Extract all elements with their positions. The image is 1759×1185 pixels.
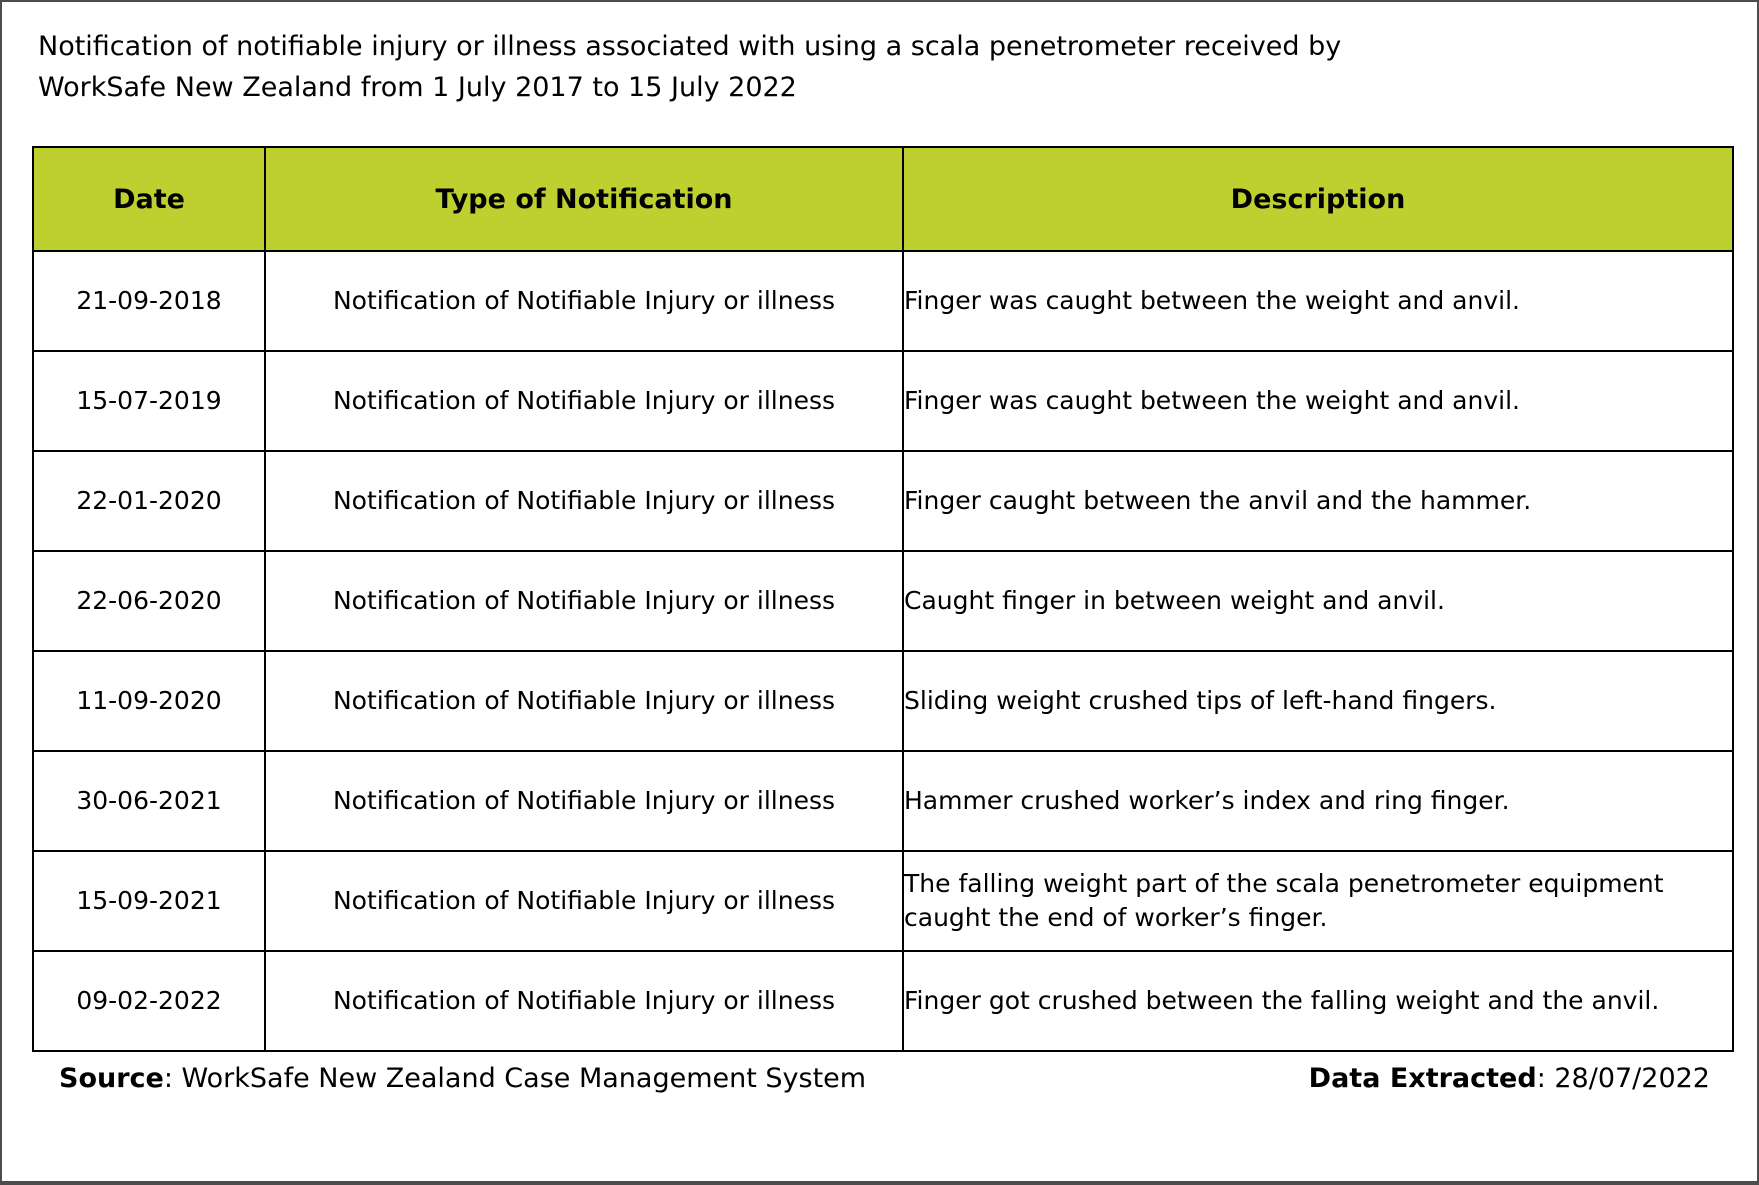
notifications-table [32,146,1734,1052]
table-row [33,251,1733,351]
column-header-description: Description [903,147,1733,251]
title-line-1: Notification of notifiable injury or illness associated with using a scala penetrometer received by [38,31,1342,62]
type-cell: Notification of Notifiable Injury or illness [265,451,903,551]
type-cell: Notification of Notifiable Injury or illness [265,551,903,651]
table-row [33,651,1733,751]
date-cell: 15-09-2021 [33,851,265,951]
data-extracted-label: Data Extracted [1308,1063,1537,1094]
description-cell: Sliding weight crushed tips of left-hand fingers. [903,651,1733,751]
description-cell: Hammer crushed worker’s index and ring finger. [903,751,1733,851]
table-row [33,951,1733,1051]
data-extracted-value: : 28/07/2022 [1536,1063,1710,1094]
date-cell: 22-06-2020 [33,551,265,651]
description-cell: Finger got crushed between the falling weight and the anvil. [903,951,1733,1051]
type-cell: Notification of Notifiable Injury or illness [265,651,903,751]
date-cell: 15-07-2019 [33,351,265,451]
description-cell: Caught finger in between weight and anvil. [903,551,1733,651]
description-cell: Finger was caught between the weight and anvil. [903,251,1733,351]
column-header-date: Date [33,147,265,251]
table-row [33,551,1733,651]
table-row [33,451,1733,551]
type-cell: Notification of Notifiable Injury or illness [265,851,903,951]
date-cell: 30-06-2021 [33,751,265,851]
type-cell: Notification of Notifiable Injury or illness [265,351,903,451]
footer [59,1062,1710,1096]
date-cell: 22-01-2020 [33,451,265,551]
table-row [33,851,1733,951]
date-cell: 09-02-2022 [33,951,265,1051]
type-cell: Notification of Notifiable Injury or illness [265,251,903,351]
description-cell: Finger caught between the anvil and the hammer. [903,451,1733,551]
data-extracted-note [1309,1062,1710,1096]
date-cell: 21-09-2018 [33,251,265,351]
source-value: : WorkSafe New Zealand Case Management System [163,1063,867,1094]
type-cell: Notification of Notifiable Injury or illness [265,951,903,1051]
description-cell: The falling weight part of the scala penetrometer equipment caught the end of worker’s finger. [903,851,1733,951]
source-note [59,1062,866,1096]
table-row [33,351,1733,451]
header-row [33,147,1733,251]
page-title [38,26,1518,108]
type-cell: Notification of Notifiable Injury or illness [265,751,903,851]
description-cell: Finger was caught between the weight and anvil. [903,351,1733,451]
table-row [33,751,1733,851]
column-header-type: Type of Notification [265,147,903,251]
source-label: Source [59,1063,164,1094]
title-line-2: WorkSafe New Zealand from 1 July 2017 to 15 July 2022 [38,72,797,103]
date-cell: 11-09-2020 [33,651,265,751]
